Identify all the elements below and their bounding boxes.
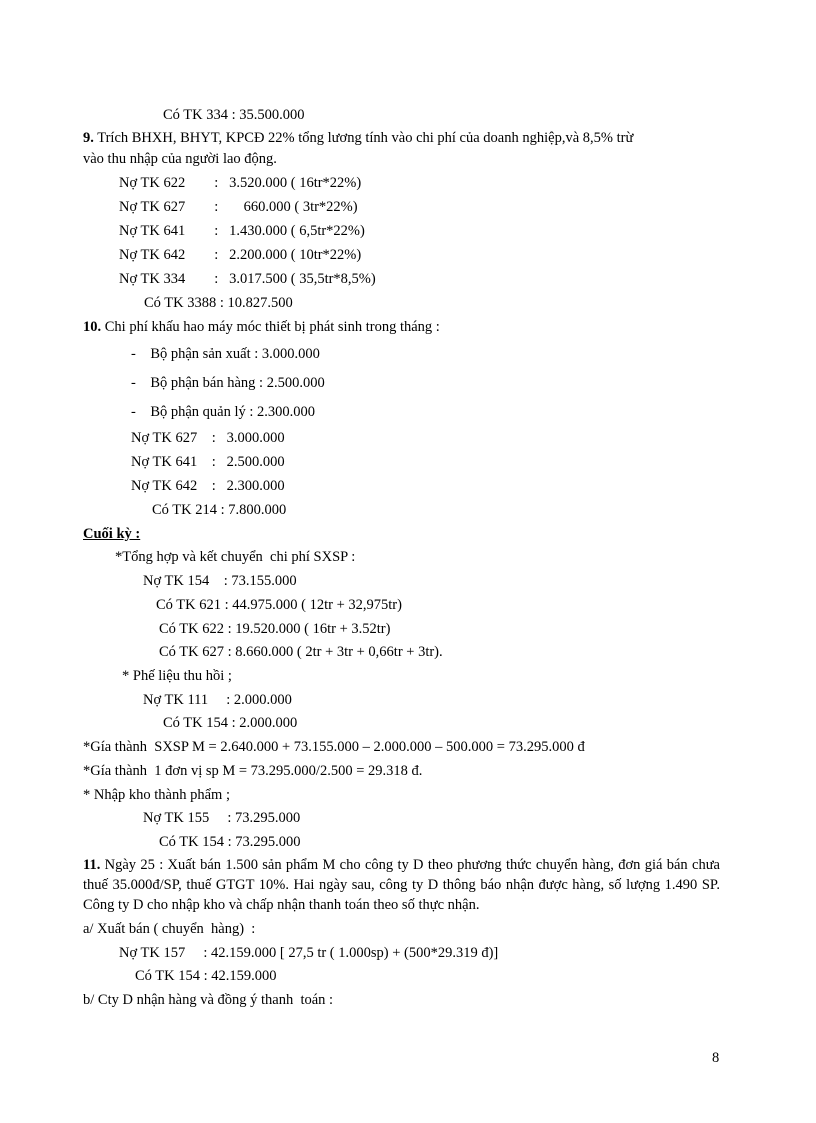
item-11-paragraph — [83, 855, 720, 915]
journal-entry: Có TK 154 : 42.159.000 — [135, 968, 277, 984]
text-line: * Phế liệu thu hồi ; — [122, 668, 232, 684]
journal-entry: Có TK 622 : 19.520.000 ( 16tr + 3.52tr) — [159, 621, 391, 637]
journal-entry: Có TK 154 : 73.295.000 — [159, 834, 301, 850]
list-item: - Bộ phận quản lý : 2.300.000 — [131, 404, 316, 420]
text-line: * Nhập kho thành phẩm ; — [83, 787, 230, 803]
journal-entry: Nợ TK 642 : 2.300.000 — [131, 478, 285, 494]
text-line: b/ Cty D nhận hàng và đồng ý thanh toán : — [83, 992, 334, 1008]
item-10-heading: 10. Chi phí khấu hao máy móc thiết bị phát sinh trong tháng : — [83, 319, 440, 335]
text-line: *Tổng hợp và kết chuyển chi phí SXSP : — [115, 549, 356, 565]
journal-entry: Có TK 154 : 2.000.000 — [163, 715, 298, 731]
journal-entry: Nợ TK 155 : 73.295.000 — [143, 810, 301, 826]
text-line: a/ Xuất bán ( chuyển hàng) : — [83, 921, 256, 937]
journal-entry: Có TK 214 : 7.800.000 — [152, 502, 287, 518]
journal-entry: Nợ TK 627 : 660.000 ( 3tr*22%) — [119, 199, 358, 215]
journal-entry: Nợ TK 627 : 3.000.000 — [131, 430, 285, 446]
journal-entry: Nợ TK 641 : 2.500.000 — [131, 454, 285, 470]
text-line: vào thu nhập của người lao động. — [83, 151, 277, 167]
text-line: Có TK 334 : 35.500.000 — [163, 107, 305, 123]
journal-entry: Nợ TK 642 : 2.200.000 ( 10tr*22%) — [119, 247, 362, 263]
list-item: - Bộ phận sản xuất : 3.000.000 — [131, 346, 320, 362]
section-heading-cuoi-ky: Cuối kỳ : — [83, 526, 141, 542]
journal-entry: Có TK 3388 : 10.827.500 — [144, 295, 293, 311]
journal-entry: Nợ TK 622 : 3.520.000 ( 16tr*22%) — [119, 175, 362, 191]
journal-entry: Nợ TK 334 : 3.017.500 ( 35,5tr*8,5%) — [119, 271, 376, 287]
journal-entry: Nợ TK 641 : 1.430.000 ( 6,5tr*22%) — [119, 223, 365, 239]
text-line: *Gía thành SXSP M = 2.640.000 + 73.155.000 – 2.000.000 – 500.000 = 73.295.000 đ — [83, 739, 585, 755]
list-item: - Bộ phận bán hàng : 2.500.000 — [131, 375, 325, 391]
journal-entry: Nợ TK 154 : 73.155.000 — [143, 573, 297, 589]
item-9-paragraph — [83, 128, 720, 148]
item-9-text: Trích BHXH, BHYT, KPCĐ 22% tổng lương tính vào chi phí của doanh nghiệp,và 8,5% trừ — [93, 130, 634, 146]
journal-entry: Nợ TK 157 : 42.159.000 [ 27,5 tr ( 1.000sp) + (500*29.319 đ)] — [119, 945, 499, 961]
item-11-text: Ngày 25 : Xuất bán 1.500 sản phẩm M cho công ty D theo phương thức chuyển hàng, đơn giá bán chưa thuế 35.000đ/SP, thuế GTGT 10%. Hai ngày sau, công ty D thông báo nhận được hàng, số lượng 1.490 SP. Công ty D cho nhập kho và chấp nhận thanh toán theo số thực nhận. — [83, 857, 720, 913]
item-11-number: 11. — [83, 857, 101, 873]
journal-entry: Có TK 627 : 8.660.000 ( 2tr + 3tr + 0,66tr + 3tr). — [159, 644, 443, 660]
journal-entry: Có TK 621 : 44.975.000 ( 12tr + 32,975tr) — [156, 597, 402, 613]
page-number: 8 — [712, 1050, 720, 1066]
journal-entry: Nợ TK 111 : 2.000.000 — [143, 692, 292, 708]
text-line: *Gía thành 1 đơn vị sp M = 73.295.000/2.500 = 29.318 đ. — [83, 763, 423, 779]
item-10-number: 10. — [83, 319, 102, 335]
item-9-number: 9. — [83, 130, 94, 146]
